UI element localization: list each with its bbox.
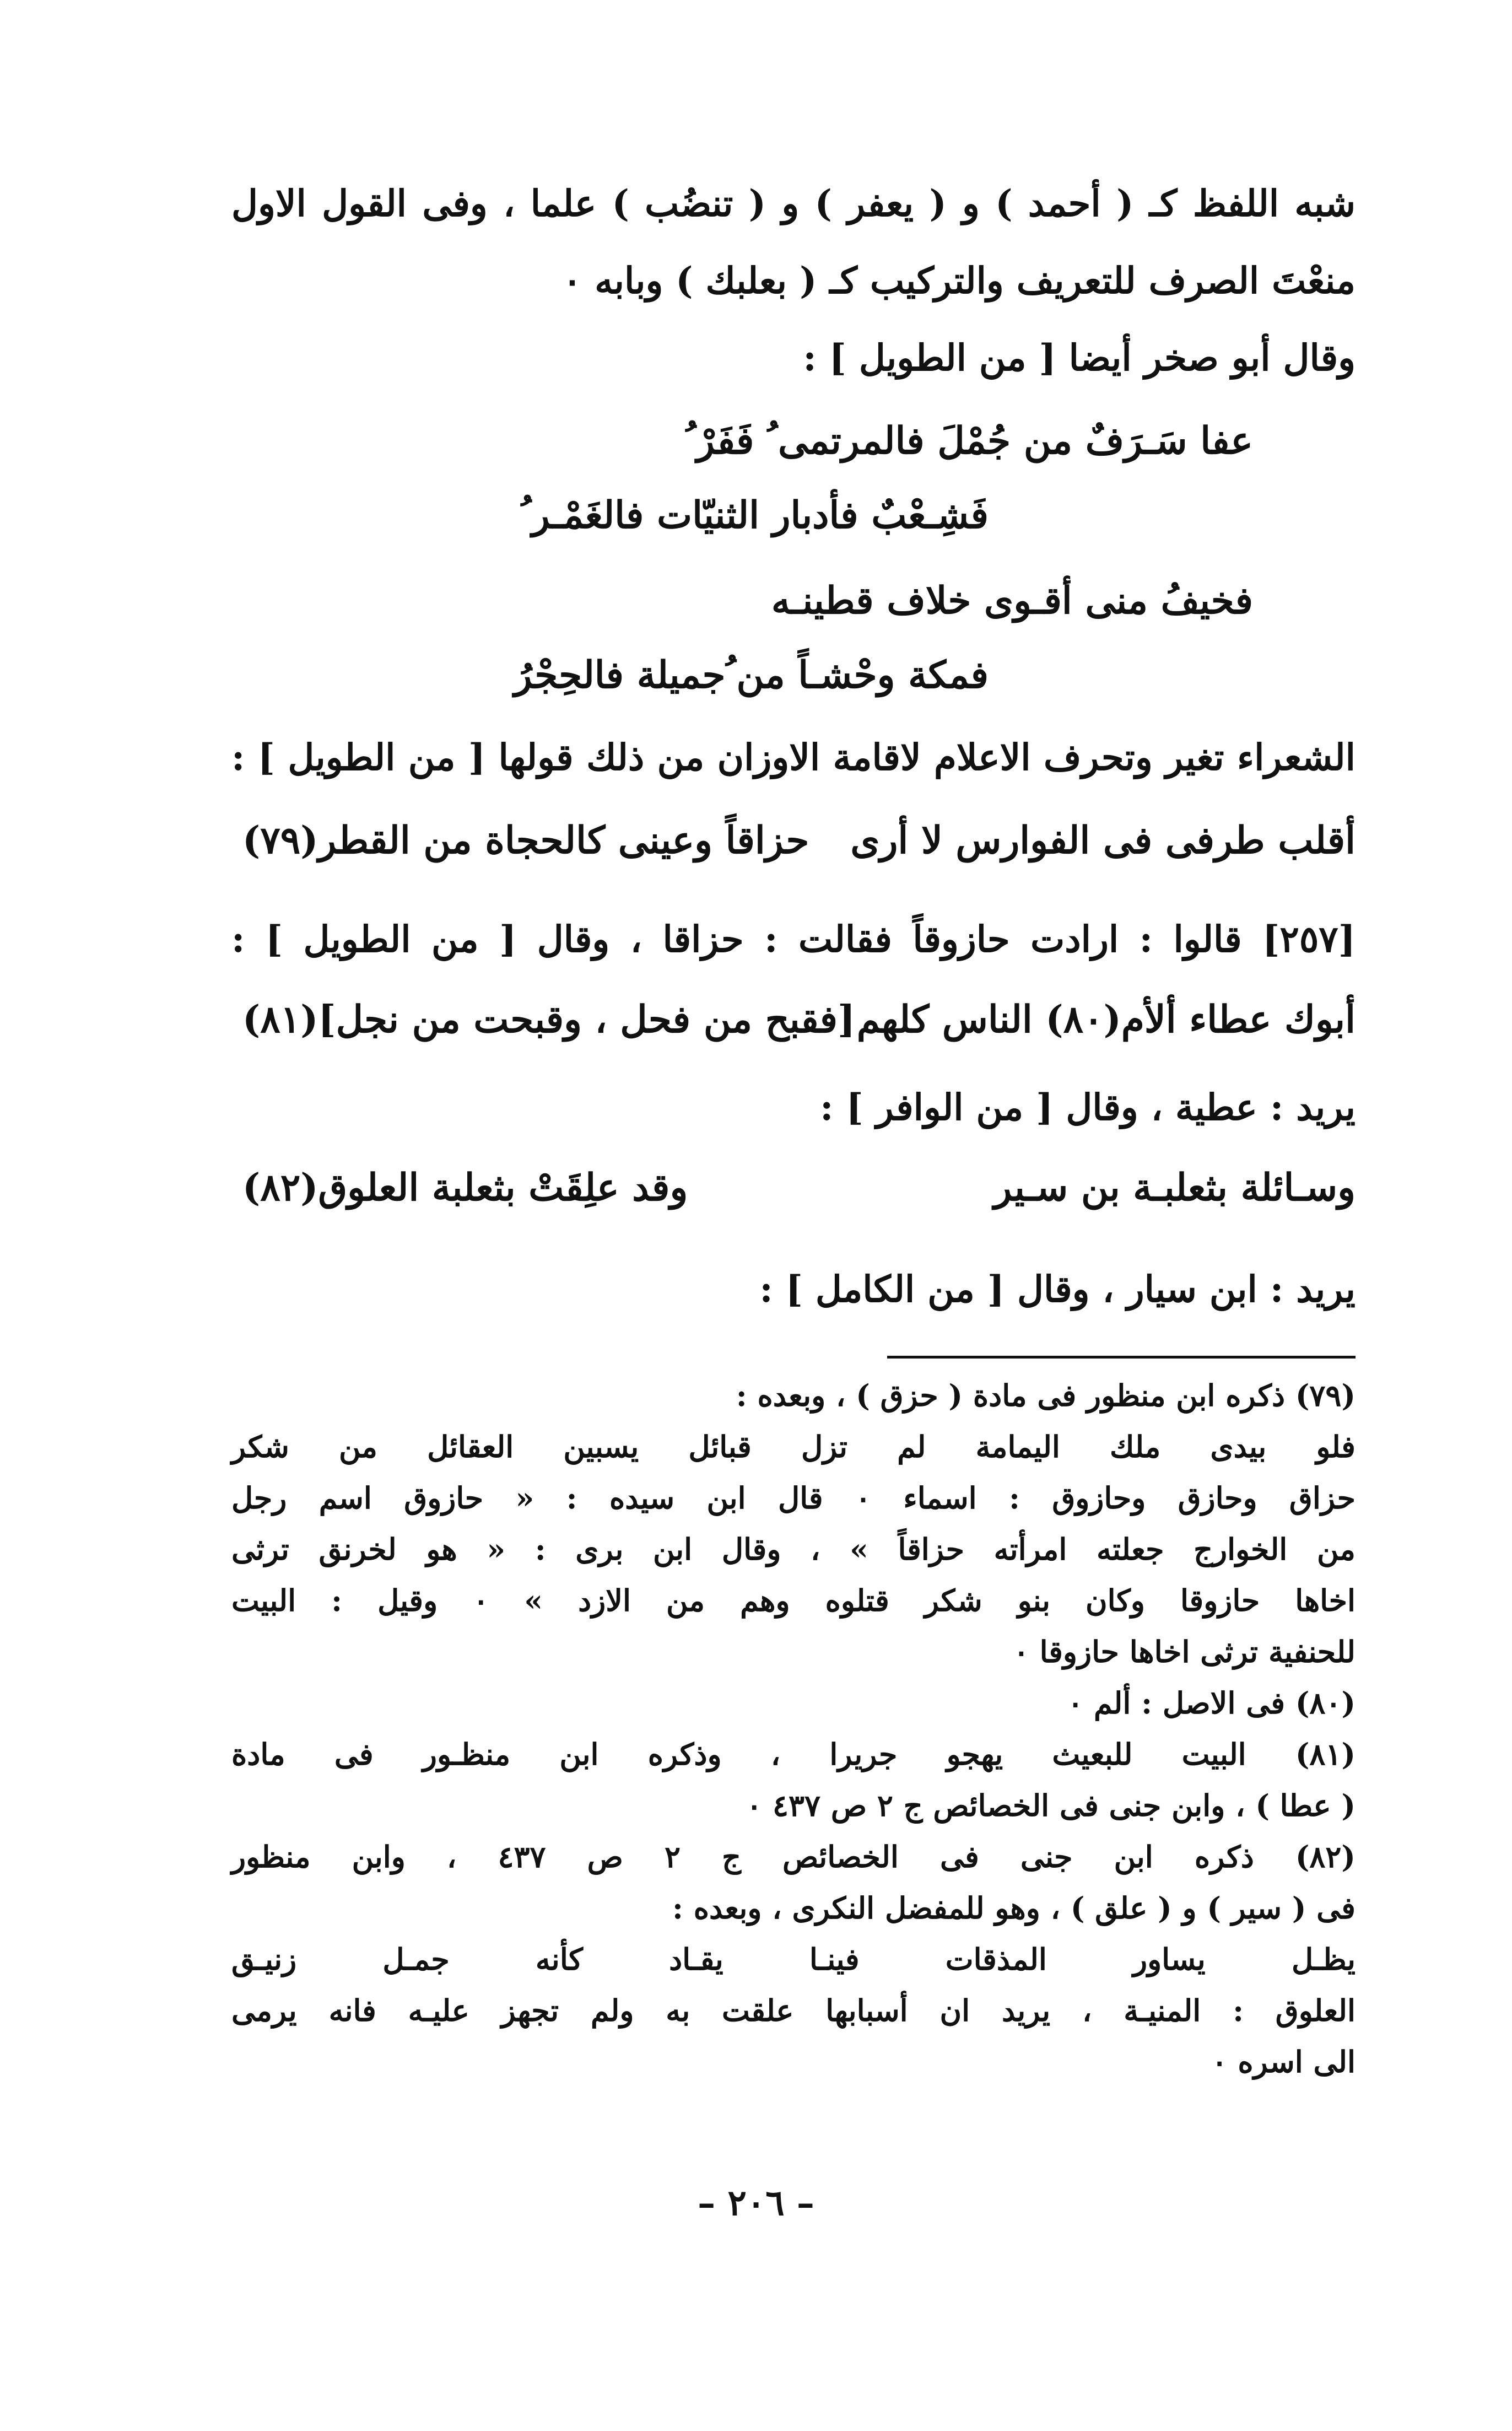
footnote-82-line-2: فى ( سير ) و ( علق ) ، وهو للمفضل النكرى ، وبعده : bbox=[672, 1890, 1356, 1926]
footnote-79-line-5: اخاها حازوقا وكان بنو شكر قتلوه وهم من الازد » ٠ وقيل : البيت bbox=[231, 1583, 1356, 1618]
footnote-separator bbox=[887, 1356, 1356, 1359]
verse-5-second-hemistich: وقد علِقَتْ بثعلبة العلوق(٨٢) bbox=[242, 1166, 688, 1210]
footnote-79-line-2: فلو بيدى ملك اليمامة لم تزل قبائل يسبين العقائل من شكر bbox=[231, 1429, 1356, 1464]
body-line-4: الشعراء تغير وتحرف الاعلام لاقامة الاوزان من ذلك قولها [ من الطويل ] : bbox=[231, 736, 1356, 779]
page-number: – ٢٠٦ – bbox=[698, 2182, 814, 2224]
verse-2-first-hemistich: فخيفُ منى أقـوى خلاف قطينـه bbox=[771, 579, 1253, 623]
footnote-79-line-6: للحنفية ترثى اخاها حازوقا ٠ bbox=[1013, 1634, 1356, 1669]
body-line-1: شبه اللفظ كـ ( أحمد ) و ( يعفر ) و ( تنضُب ) علما ، وفى القول الاول bbox=[231, 182, 1356, 225]
body-line-7: يريد : ابن سيار ، وقال [ من الكامل ] : bbox=[759, 1268, 1356, 1311]
verse-3-second-hemistich: حزاقاً وعينى كالحجاة من القطر(٧٩) bbox=[242, 818, 809, 863]
verse-5-first-hemistich: وسـائلة بثعلبـة بن سـير bbox=[993, 1166, 1356, 1210]
footnote-82-line-1: (٨٢) ذكره ابن جنى فى الخصائص ج ٢ ص ٤٣٧ ، وابن منظور bbox=[231, 1839, 1356, 1874]
verse-1-first-hemistich: عفا سَـرَفٌ من جُمْلَ فالمرتمى ُ فَفَرْ ُ bbox=[685, 419, 1253, 463]
verse-2-second-hemistich: فمكة وحْشـاً من ُجميلة فالحِجْرُ bbox=[514, 653, 989, 697]
verse-4-first-hemistich: أبوك عطاء ألأم(٨٠) الناس كلهم bbox=[856, 998, 1356, 1042]
footnote-81-line-1: (٨١) البيت للبعيث يهجو جريرا ، وذكره ابن منظـور فى مادة bbox=[231, 1737, 1356, 1772]
footnote-79-line-4: من الخوارج جعلته امرأته حزاقاً » ، وقال ابن برى : « هو لخرنق ترثى bbox=[231, 1532, 1356, 1567]
body-line-5: [٢٥٧] قالوا : ارادت حازوقاً فقالت : حزاقا ، وقال [ من الطويل ] : bbox=[231, 918, 1356, 961]
footnote-82-line-4: العلوق : المنيـة ، يريد ان أسبابها علقت به ولم تجهز عليـه فانه يرمى bbox=[231, 1993, 1356, 2028]
footnote-82-line-5: الى اسره ٠ bbox=[1211, 2044, 1356, 2079]
footnote-79-line-3: حزاق وحازق وحازوق : اسماء ٠ قال ابن سيده : « حازوق اسم رجل bbox=[231, 1480, 1356, 1516]
footnote-82-line-3: يظـل يساور المذقات فينـا يقـاد كأنه جمـل زنيـق bbox=[231, 1942, 1356, 1977]
footnote-80: (٨٠) فى الاصل : ألم ٠ bbox=[1067, 1685, 1356, 1721]
verse-4-second-hemistich: [فقبح من فحل ، وقبحت من نجل](٨١) bbox=[242, 998, 856, 1042]
footnote-81-line-2: ( عطا ) ، وابن جنى فى الخصائص ج ٢ ص ٤٣٧ ٠ bbox=[746, 1788, 1356, 1823]
verse-3-first-hemistich: أقلب طرفى فى الفوارس لا أرى bbox=[850, 818, 1356, 863]
body-line-3: وقال أبو صخر أيضا [ من الطويل ] : bbox=[803, 336, 1356, 379]
footnote-79-line-1: (٧٩) ذكره ابن منظور فى مادة ( حزق ) ، وبعده : bbox=[736, 1378, 1356, 1413]
body-line-2: منعْتَ الصرف للتعريف والتركيب كـ ( بعلبك ) وبابه ٠ bbox=[562, 259, 1356, 302]
body-line-6: يريد : عطية ، وقال [ من الوافر ] : bbox=[820, 1086, 1356, 1129]
verse-1-second-hemistich: فَشِـعْبٌ فأدبار الثنيّات فالغَمْـر ُ bbox=[520, 493, 989, 537]
